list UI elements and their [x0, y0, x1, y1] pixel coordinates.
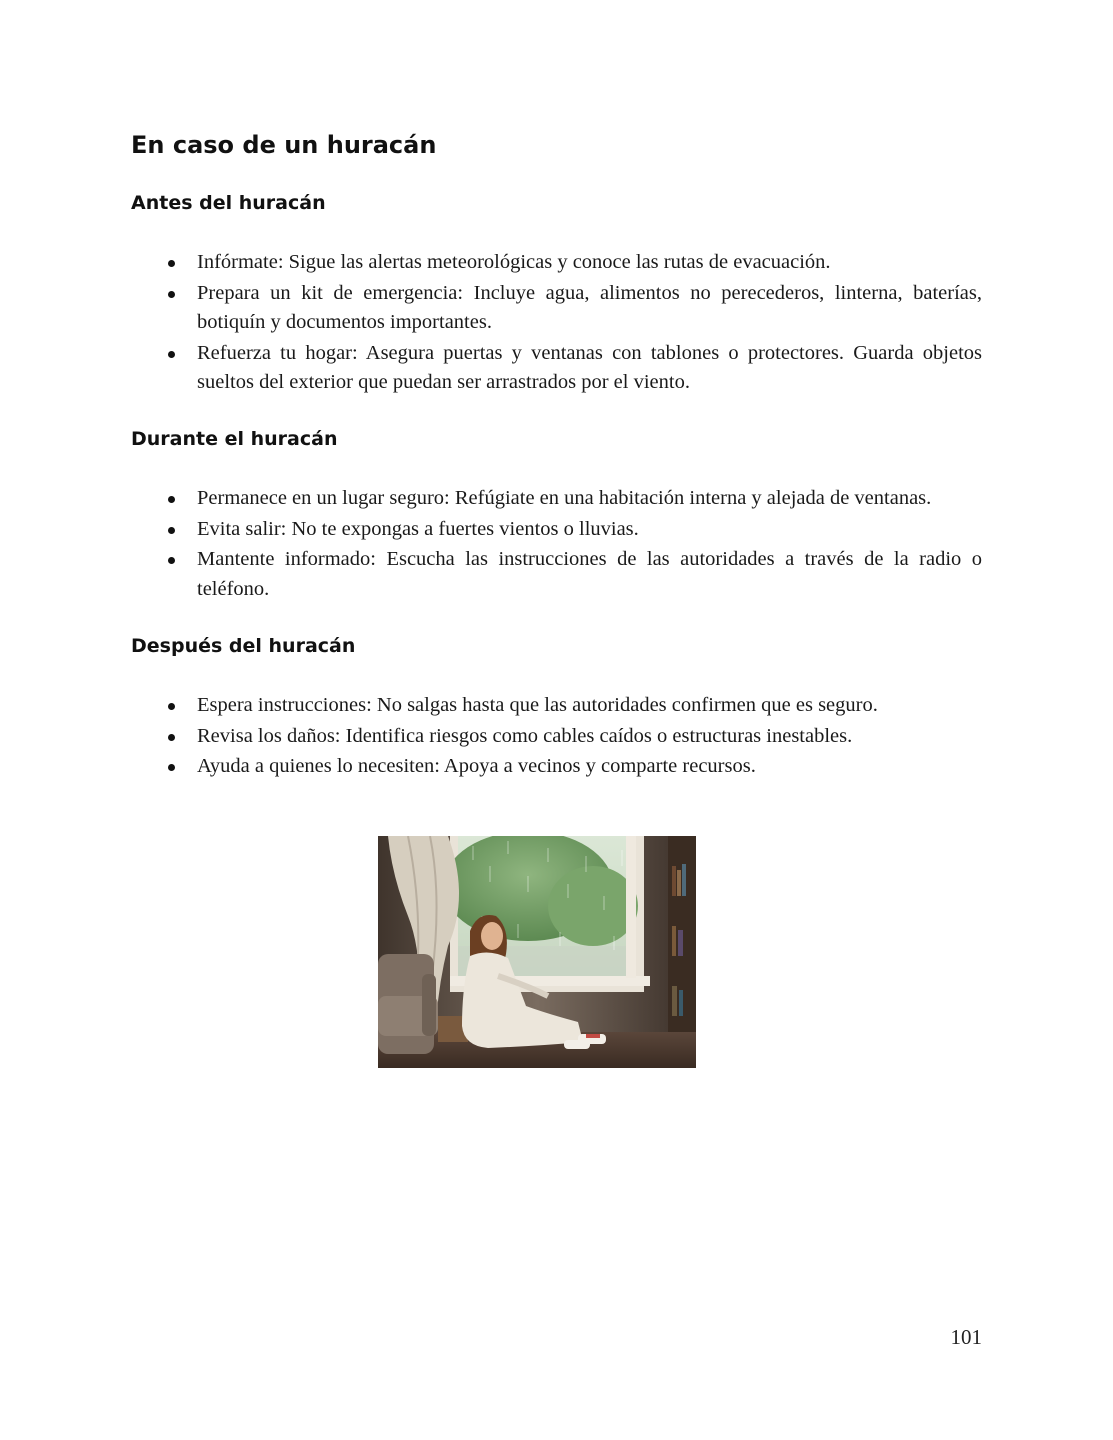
bullet-icon [168, 703, 175, 710]
bullet-icon [168, 260, 175, 267]
list-item: Prepara un kit de emergencia: Incluye agua, alimentos no perecederos, linterna, baterías, botiquín y documentos importantes. [160, 279, 982, 338]
bullet-list-despues [160, 691, 982, 783]
list-item: Evita salir: No te expongas a fuertes vientos o lluvias. [160, 515, 982, 545]
bullet-list-durante [160, 484, 982, 605]
illustration-svg [378, 836, 696, 1068]
section-heading-antes: Antes del huracán [131, 192, 326, 214]
list-item: Refuerza tu hogar: Asegura puertas y ventanas con tablones o protectores. Guarda objetos sueltos del exterior que puedan ser arrastrados por el viento. [160, 339, 982, 398]
bullet-icon [168, 496, 175, 503]
list-item: Revisa los daños: Identifica riesgos como cables caídos o estructuras inestables. [160, 722, 982, 752]
list-item: Ayuda a quienes lo necesiten: Apoya a vecinos y comparte recursos. [160, 752, 982, 782]
list-item: Mantente informado: Escucha las instrucciones de las autoridades a través de la radio o teléfono. [160, 545, 982, 604]
list-item: Permanece en un lugar seguro: Refúgiate en una habitación interna y alejada de ventanas. [160, 484, 982, 514]
list-item: Espera instrucciones: No salgas hasta que las autoridades confirmen que es seguro. [160, 691, 982, 721]
page-title: En caso de un huracán [131, 131, 437, 159]
bullet-list-antes [160, 248, 982, 399]
illustration-woman-by-rainy-window [378, 836, 696, 1068]
bullet-icon [168, 291, 175, 298]
bullet-icon [168, 527, 175, 534]
bullet-icon [168, 734, 175, 741]
bullet-icon [168, 557, 175, 564]
section-heading-durante: Durante el huracán [131, 428, 338, 450]
armchair [378, 954, 438, 1054]
bullet-icon [168, 351, 175, 358]
page-number: 101 [950, 1325, 982, 1349]
face [481, 922, 503, 950]
list-item: Infórmate: Sigue las alertas meteorológicas y conoce las rutas de evacuación. [160, 248, 982, 278]
bullet-icon [168, 764, 175, 771]
section-heading-despues: Después del huracán [131, 635, 356, 657]
